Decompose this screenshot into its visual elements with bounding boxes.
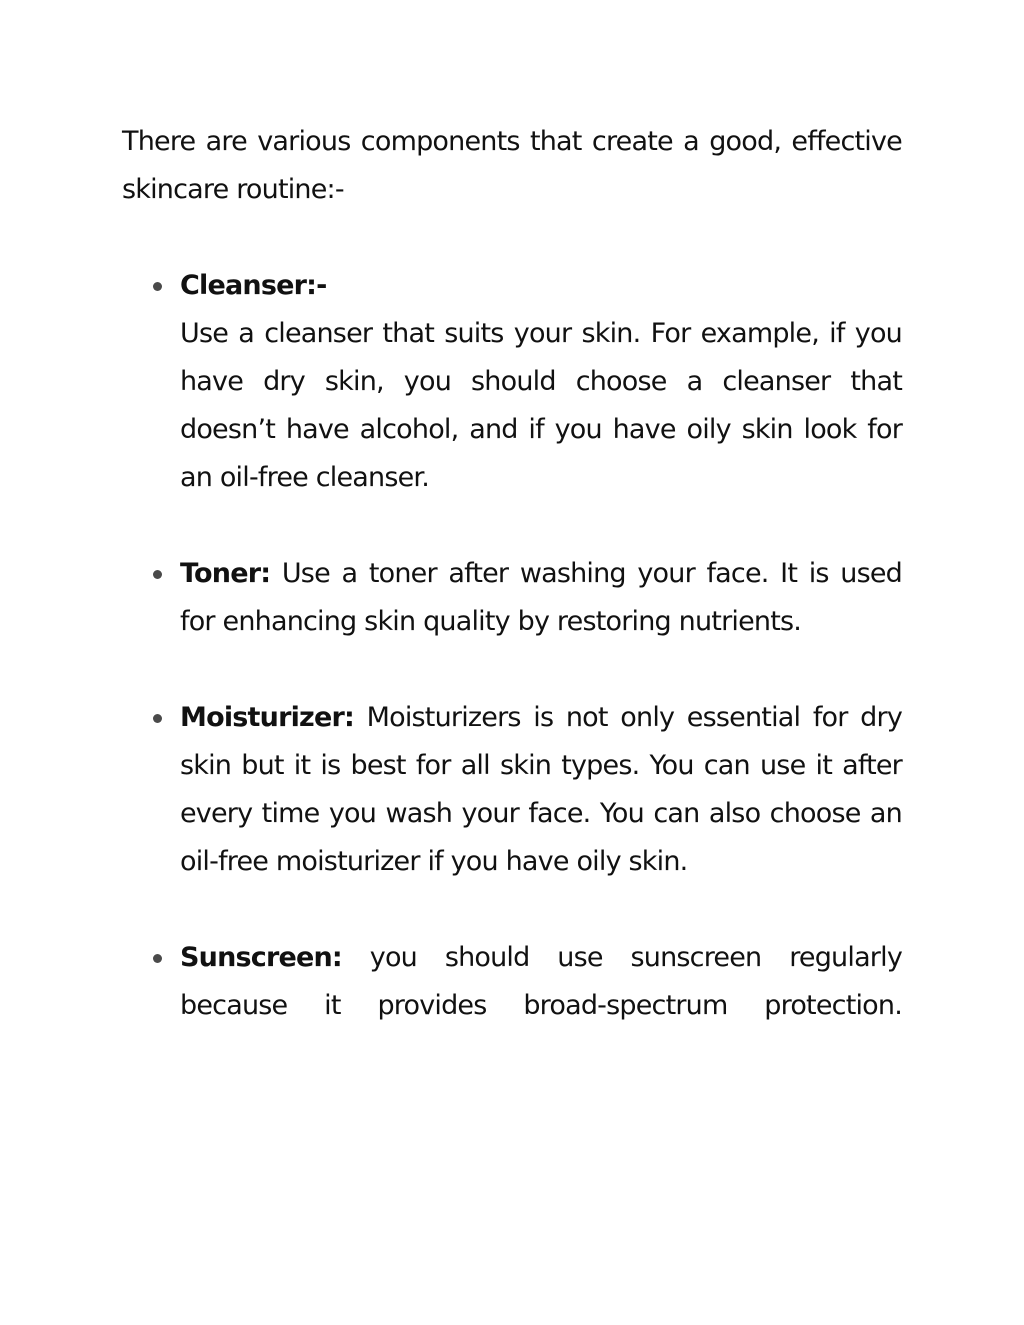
intro-paragraph: There are various components that create a good, effective skincare routine:-: [122, 126, 902, 205]
term-moisturizer: Moisturizer:: [180, 702, 354, 733]
document-page: [122, 118, 902, 1078]
bullet-icon: [153, 282, 162, 291]
list-item-sunscreen: [122, 934, 902, 1030]
description-moisturizer: Moisturizers is not only essential for dry skin but it is best for all skin types. You can use it after every time you wash your face. You can also choose an oil-free moisturizer if you have oily skin.: [180, 702, 902, 877]
bullet-icon: [153, 954, 162, 963]
term-cleanser: Cleanser:-: [180, 270, 327, 301]
description-sunscreen: you should use sunscreen regularly because it provides broad-spectrum protection.: [180, 942, 902, 1021]
bullet-icon: [153, 714, 162, 723]
term-sunscreen: Sunscreen:: [180, 942, 342, 973]
skincare-list: [122, 262, 902, 1030]
list-item-cleanser: [122, 262, 902, 502]
list-item-toner: [122, 550, 902, 646]
list-item-moisturizer: [122, 694, 902, 886]
term-toner: Toner:: [180, 558, 271, 589]
description-toner: Use a toner after washing your face. It is used for enhancing skin quality by restoring nutrients.: [180, 558, 902, 637]
description-cleanser: Use a cleanser that suits your skin. For example, if you have dry skin, you should choose a cleanser that doesn’t have alcohol, and if you have oily skin look for an oil-free cleanser.: [180, 318, 902, 493]
bullet-icon: [153, 570, 162, 579]
